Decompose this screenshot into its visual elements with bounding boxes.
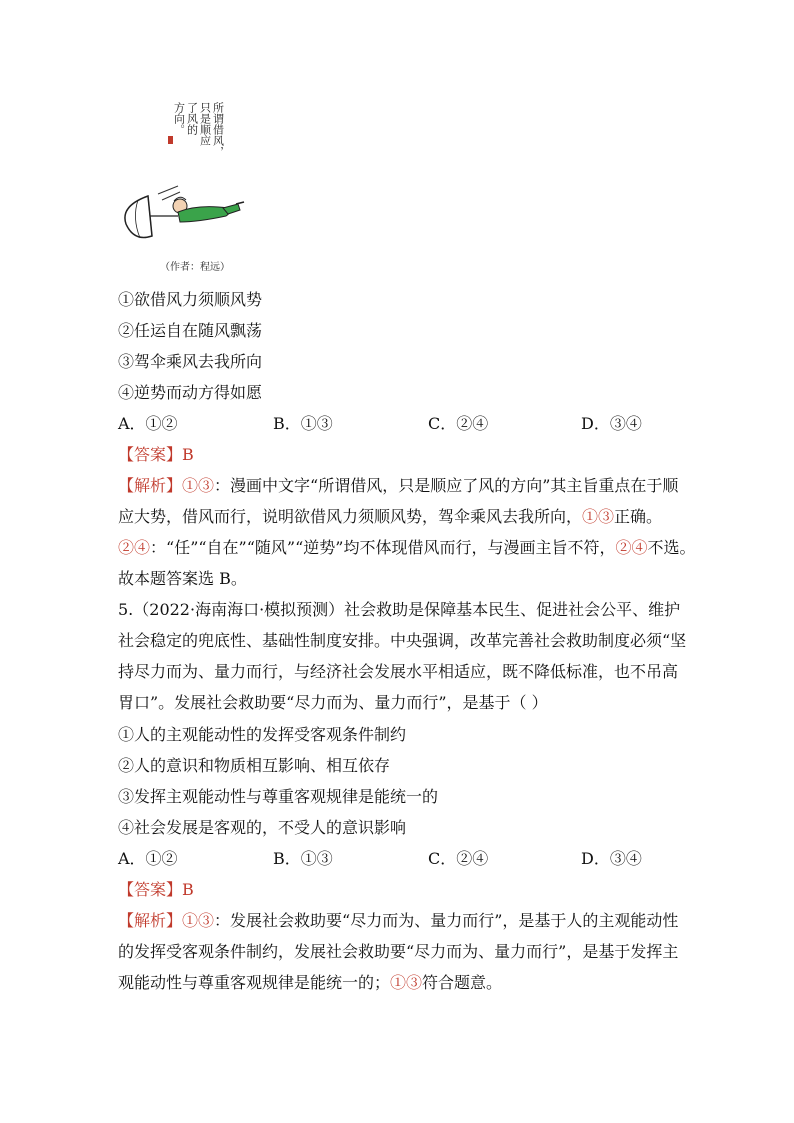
q5-option-2: ②人的意识和物质相互影响、相互依存 (118, 756, 391, 775)
q5-option-1: ①人的主观能动性的发挥受客观条件制约 (118, 725, 407, 744)
q4-choice-a: A．①② (118, 414, 178, 433)
q5-choice-a: A．①② (118, 849, 178, 868)
q4-analysis-line-2 (118, 507, 662, 527)
q5-analysis-ref: ①③ (182, 911, 215, 930)
cartoon-text-col-2: 只是顺应 (198, 102, 212, 146)
q5-answer (118, 880, 194, 900)
q5-stem-line-1: 5.（2022·海南海口·模拟预测）社会救助是保障基本民生、促进社会公平、维护 (118, 600, 681, 619)
q4-analysis-text-1: ：漫画中文字“所谓借风，只是顺应了风的方向”其主旨重点在于顺 (214, 476, 679, 495)
q5-analysis-text-3a: 观能动性与尊重客观规律是能统一的； (118, 973, 391, 992)
q4-analysis-line-3 (118, 538, 696, 558)
q4-analysis-ref-2: ①③ (582, 507, 615, 526)
q4-analysis-ref: ①③ (182, 476, 215, 495)
q5-analysis-text-1: ：发展社会救助要“尽力而为、量力而行”，是基于人的主观能动性 (214, 911, 679, 930)
cartoon-text-col-3: 了风的 (185, 102, 199, 135)
q5-choice-d: D．③④ (581, 849, 642, 868)
q4-choice-b: B．①③ (273, 414, 333, 433)
q5-option-3: ③发挥主观能动性与尊重客观规律是能统一的 (118, 787, 439, 806)
q5-stem-line-2: 社会稳定的兜底性、基础性制度安排。中央强调，改革完善社会救助制度必须“坚 (118, 631, 687, 650)
q5-analysis-text-3b: 符合题意。 (422, 973, 503, 992)
q4-answer (118, 445, 194, 465)
q5-choice-c: C．②④ (428, 849, 489, 868)
q4-analysis-tag: 【解析】 (118, 476, 183, 495)
q4-option-3: ③驾伞乘风去我所向 (118, 352, 263, 371)
q4-analysis-line-4: 故本题答案选 B。 (118, 569, 247, 588)
q4-analysis-text-2a: 应大势，借风而行，说明欲借风力须顺风势，驾伞乘风去我所向， (118, 507, 583, 526)
q4-choice-c: C．②④ (428, 414, 489, 433)
q4-analysis-ref-3a: ②④ (118, 538, 151, 557)
q4-answer-value: B (182, 445, 194, 464)
cartoon-drawing (118, 96, 248, 274)
q5-analysis-ref-3: ①③ (390, 973, 423, 992)
q4-analysis-line-1 (118, 476, 678, 496)
q5-stem-line-4: 胃口”。发展社会救助要“尽力而为、量力而行”，是基于（ ） (118, 693, 548, 712)
q4-option-2: ②任运自在随风飘荡 (118, 321, 263, 340)
q5-stem-line-3: 持尽力而为、量力而行，与经济社会发展水平相适应，既不降低标准，也不吊高 (118, 662, 679, 681)
q5-answer-tag: 【答案】 (118, 880, 183, 899)
q4-answer-tag: 【答案】 (118, 445, 183, 464)
q5-option-4: ④社会发展是客观的，不受人的意识影响 (118, 818, 407, 837)
q5-analysis-line-3 (118, 973, 502, 993)
q4-analysis-ref-3b: ②④ (615, 538, 648, 557)
q4-choices (118, 414, 678, 434)
cartoon-illustration (118, 96, 248, 274)
q4-analysis-text-3b: 不选。 (647, 538, 696, 557)
q5-analysis-line-1 (118, 911, 678, 931)
q5-analysis-line-2: 的发挥受客观条件制约，发展社会救助要“尽力而为、量力而行”，是基于发挥主 (118, 942, 679, 961)
q4-choice-d: D．③④ (581, 414, 642, 433)
cartoon-text-col-4: 方向。 (172, 102, 186, 135)
q5-answer-value: B (182, 880, 194, 899)
q5-analysis-tag: 【解析】 (118, 911, 183, 930)
q4-option-4: ④逆势而动方得如愿 (118, 383, 263, 402)
cartoon-text-col-1: 所谓借风， (211, 102, 225, 157)
red-seal (168, 136, 173, 144)
q4-option-1: ①欲借风力须顺风势 (118, 290, 263, 309)
q5-choices (118, 849, 678, 869)
cartoon-caption: （作者：程远） (160, 262, 230, 273)
q4-analysis-text-2b: 正确。 (614, 507, 663, 526)
q4-analysis-text-3a: ：“任”“自在”“随风”“逆势”均不体现借风而行，与漫画主旨不符， (150, 538, 616, 557)
q5-choice-b: B．①③ (273, 849, 333, 868)
